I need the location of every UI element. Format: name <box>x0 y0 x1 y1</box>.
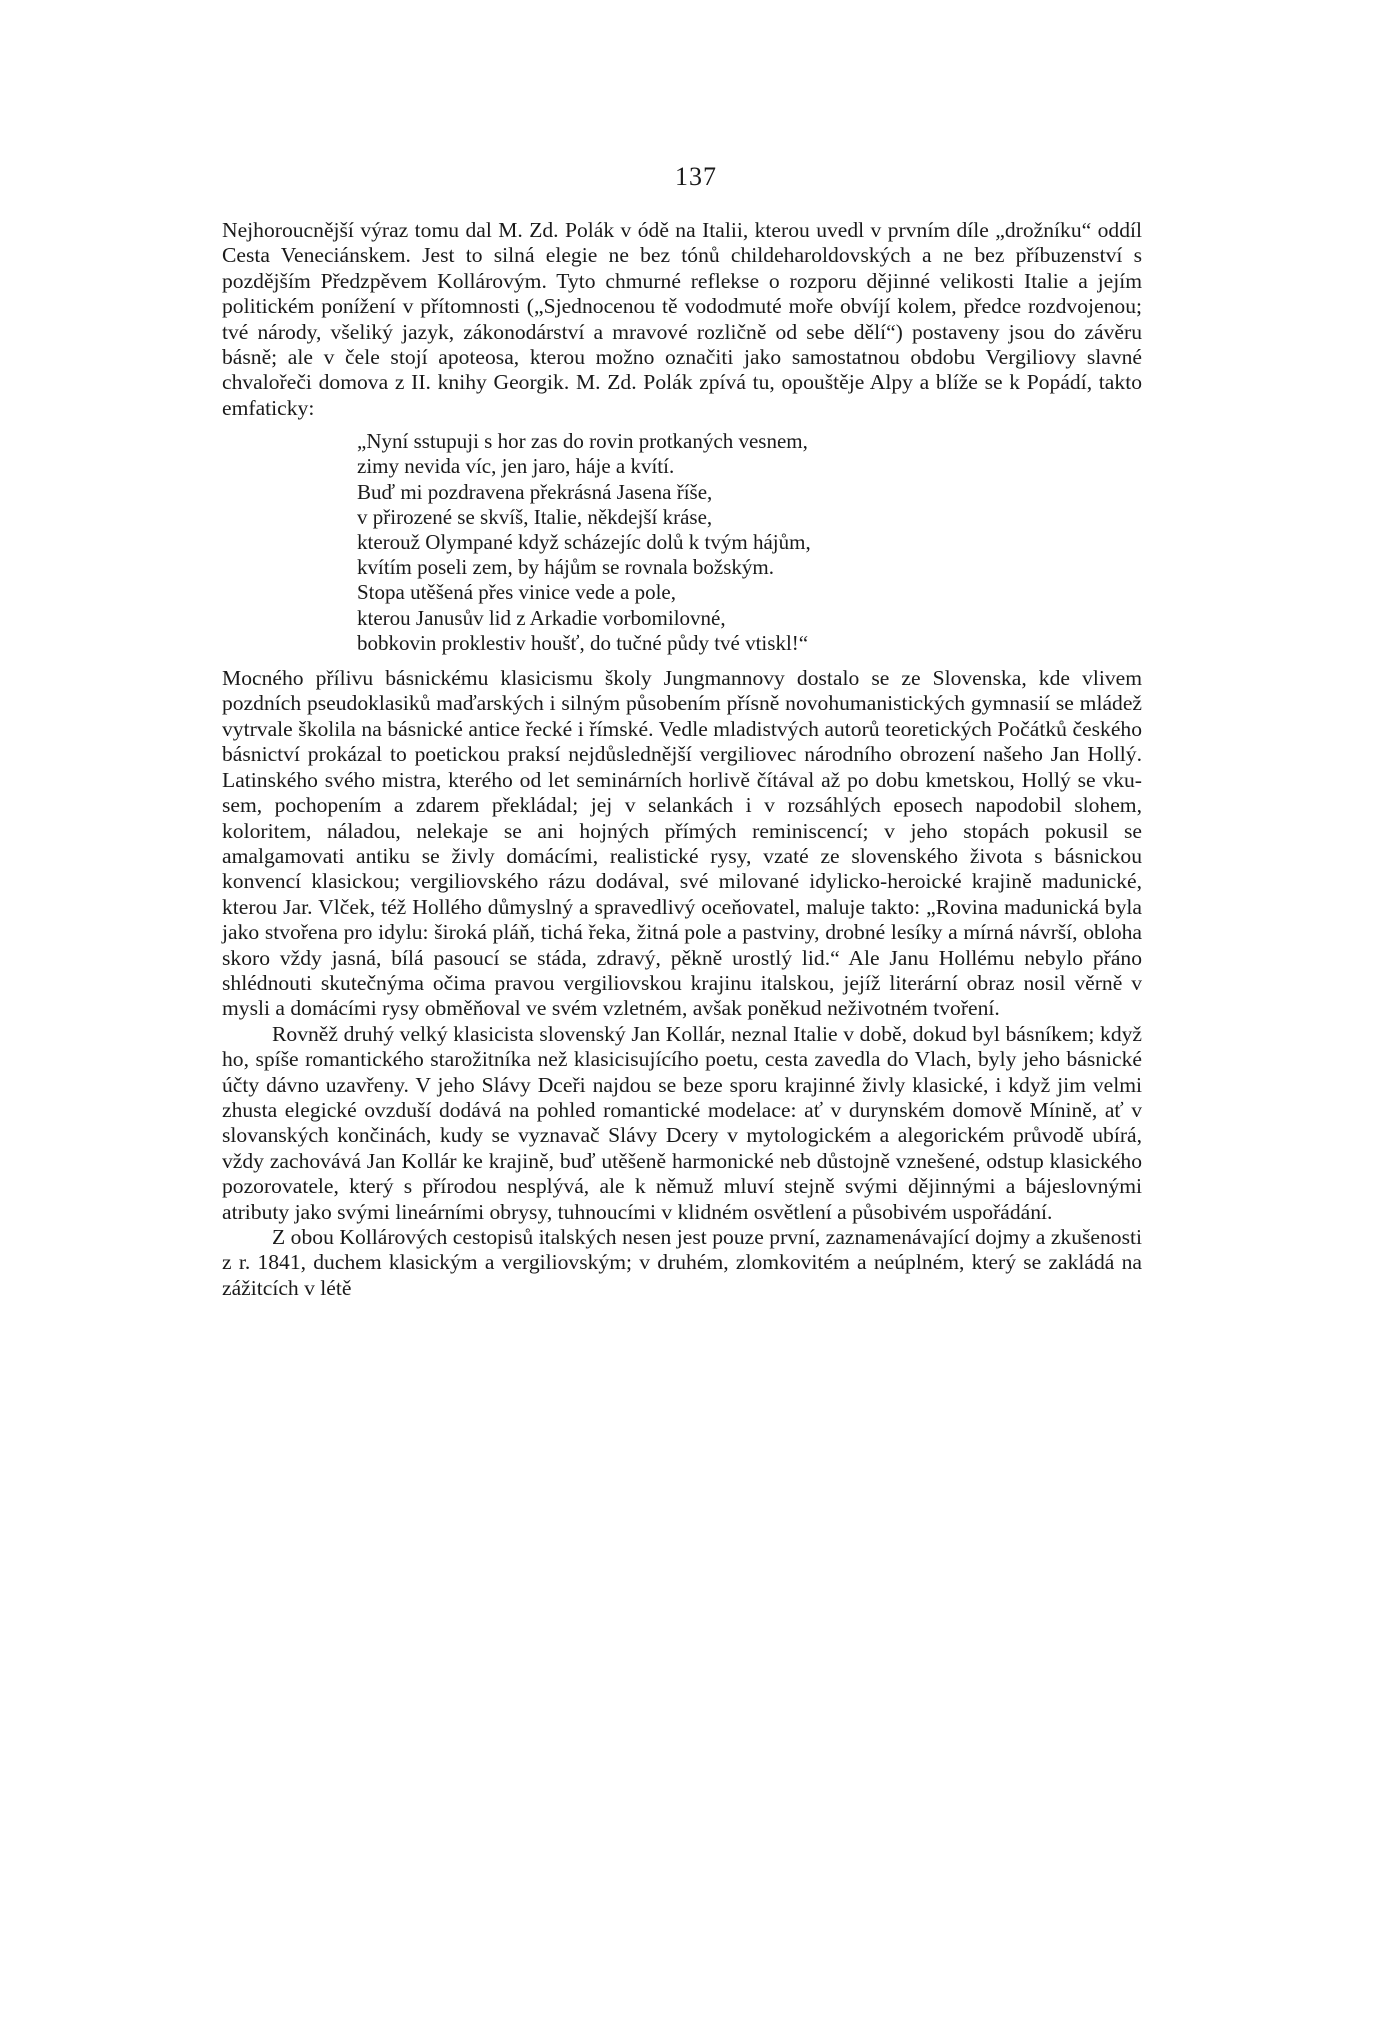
poem-line: kterouž Olympané když scházejíc dolů k tvým hájům, <box>357 530 811 555</box>
paragraph-kollar: Rovněž druhý velký klasicista slovenský Jan Kollár, neznal Italie v době, dokud byl básníkem; když ho, spíše romantického starožitníka než klasicisujícího poetu, cesta zavedla do Vlach, byly jeho básnické účty dávno uzavřeny. V jeho Slávy Dceři najdou se beze sporu krajinné živly klasické, i když jim velmi zhusta elegické ovzduší dodává na pohled romantické modelace: ať v durynském domově Mínině, ať v slovanských končinách, kudy se vyznavač Slávy Dcery v mytologickém a alegorickém průvodě ubírá, vždy zachovává Jan Kollár ke krajině, buď utěšeně harmonické neb důstojně vznešené, odstup klasického pozorovatele, který s přírodou nesplývá, ale k němuž mluví stejně svými dějinnými a bájeslovnými atributy jako svými lineárními obrysy, tuhnoucími v klidném osvětlení a působivém uspořádání. <box>222 1021 1142 1224</box>
paragraph-intro: Nejhoroucnější výraz tomu dal M. Zd. Polák v ódě na Italii, kterou uvedl v prvním díle „drožníku“ oddíl Cesta Veneciánskem. Jest to silná elegie ne bez tónů childeharoldovských a ne bez příbuzenství s pozdějším Předzpěvem Kollárovým. Tyto chmurné reflekse o rozporu dějinné velikosti Italie a jejím politickém ponížení v přítomnosti („Sjednocenou tě vododmuté moře obvíjí kolem, předce rozdvojenou; tvé národy, všeliký jazyk, zákonodárství a mravové rozličně od sebe dělí“) postaveny jsou do závěru básně; ale v čele stojí apoteosa, kterou možno označiti jako samostatnou obdobu Vergiliovy slavné chvalořeči domova z II. knihy Georgik. M. Zd. Polák zpívá tu, opouštěje Alpy a blíže se k Popádí, takto emfaticky: <box>222 218 1142 420</box>
poem-line: zimy nevida víc, jen jaro, háje a kvítí. <box>357 454 675 479</box>
poem-line: kterou Janusův lid z Arkadie vorbomilovné, <box>357 605 726 630</box>
poem-line: v přirozené se skvíš, Italie, někdejší kráse, <box>357 504 713 529</box>
paragraph-travelogues: Z obou Kollárových cestopisů italských nesen jest pouze první, zaznamenávající dojmy a zkušenosti z r. 1841, duchem klasickým a vergiliovským; v druhém, zlomkovitém a neúplném, který se zakládá na zážitcích v létě <box>222 1225 1142 1300</box>
poem-quotation <box>357 429 1142 656</box>
page-number: 137 <box>675 162 717 191</box>
paragraph-hollý: Mocného přílivu básnickému klasicismu školy Jungmannovy dostalo se ze Slovenska, kde vlivem pozdních pseudoklasiků maďarských i silným působením přísně novohumanistických gymnasií se mládež vytrvale školila na básnické antice řecké i římské. Vedle mladistvých autorů teoretických Počátků českého básnictví prokázal to poetickou praksí nejdůslednější vergiliovec národního obrození našeho Jan Hollý. Latinského svého mistra, kterého od let seminárních horlivě čítával až po dobu kmetskou, Hollý se vkusem, pochopením a zdarem překládal; jej v selankách i v rozsáhlých eposech napodobil slohem, koloritem, náladou, nelekaje se ani hojných přímých reminiscencí; v jeho stopách pokusil se amalgamovati antiku se živly domácími, realistické rysy, vzaté ze slovenského života s básnickou konvencí klasickou; vergiliovského rázu dodával, své milované idylicko-heroické krajině madunické, kterou Jar. Vlček, též Hollého důmyslný a spravedlivý oceňovatel, maluje takto: „Rovina madunická byla jako stvořena pro idylu: široká pláň, tichá řeka, žitná pole a pastviny, drobné lesíky a mírná návrší, obloha skoro vždy jasná, bílá pasoucí se stáda, zdravý, pěkně urostlý lid.“ Ale Janu Hollému nebylo přáno shlédnouti skutečnýma očima pravou vergiliovskou krajinu italskou, jejíž literární obraz nosil věrně v mysli a domácími rysy obměňoval ve svém vzletném, avšak poněkud neživotném tvoření. <box>222 666 1142 1021</box>
poem-line: „Nyní sstupuji s hor zas do rovin protkaných vesnem, <box>357 429 808 454</box>
body-text <box>222 218 1142 1301</box>
poem-line: Stopa utěšená přes vinice vede a pole, <box>357 580 676 605</box>
poem-line: kvítím poseli zem, by hájům se rovnala božským. <box>357 555 775 580</box>
poem-line: bobkovin proklestiv houšť, do tučné půdy tvé vtiskl!“ <box>357 630 809 655</box>
poem-line: Buď mi pozdravena překrásná Jasena říše, <box>357 479 713 504</box>
